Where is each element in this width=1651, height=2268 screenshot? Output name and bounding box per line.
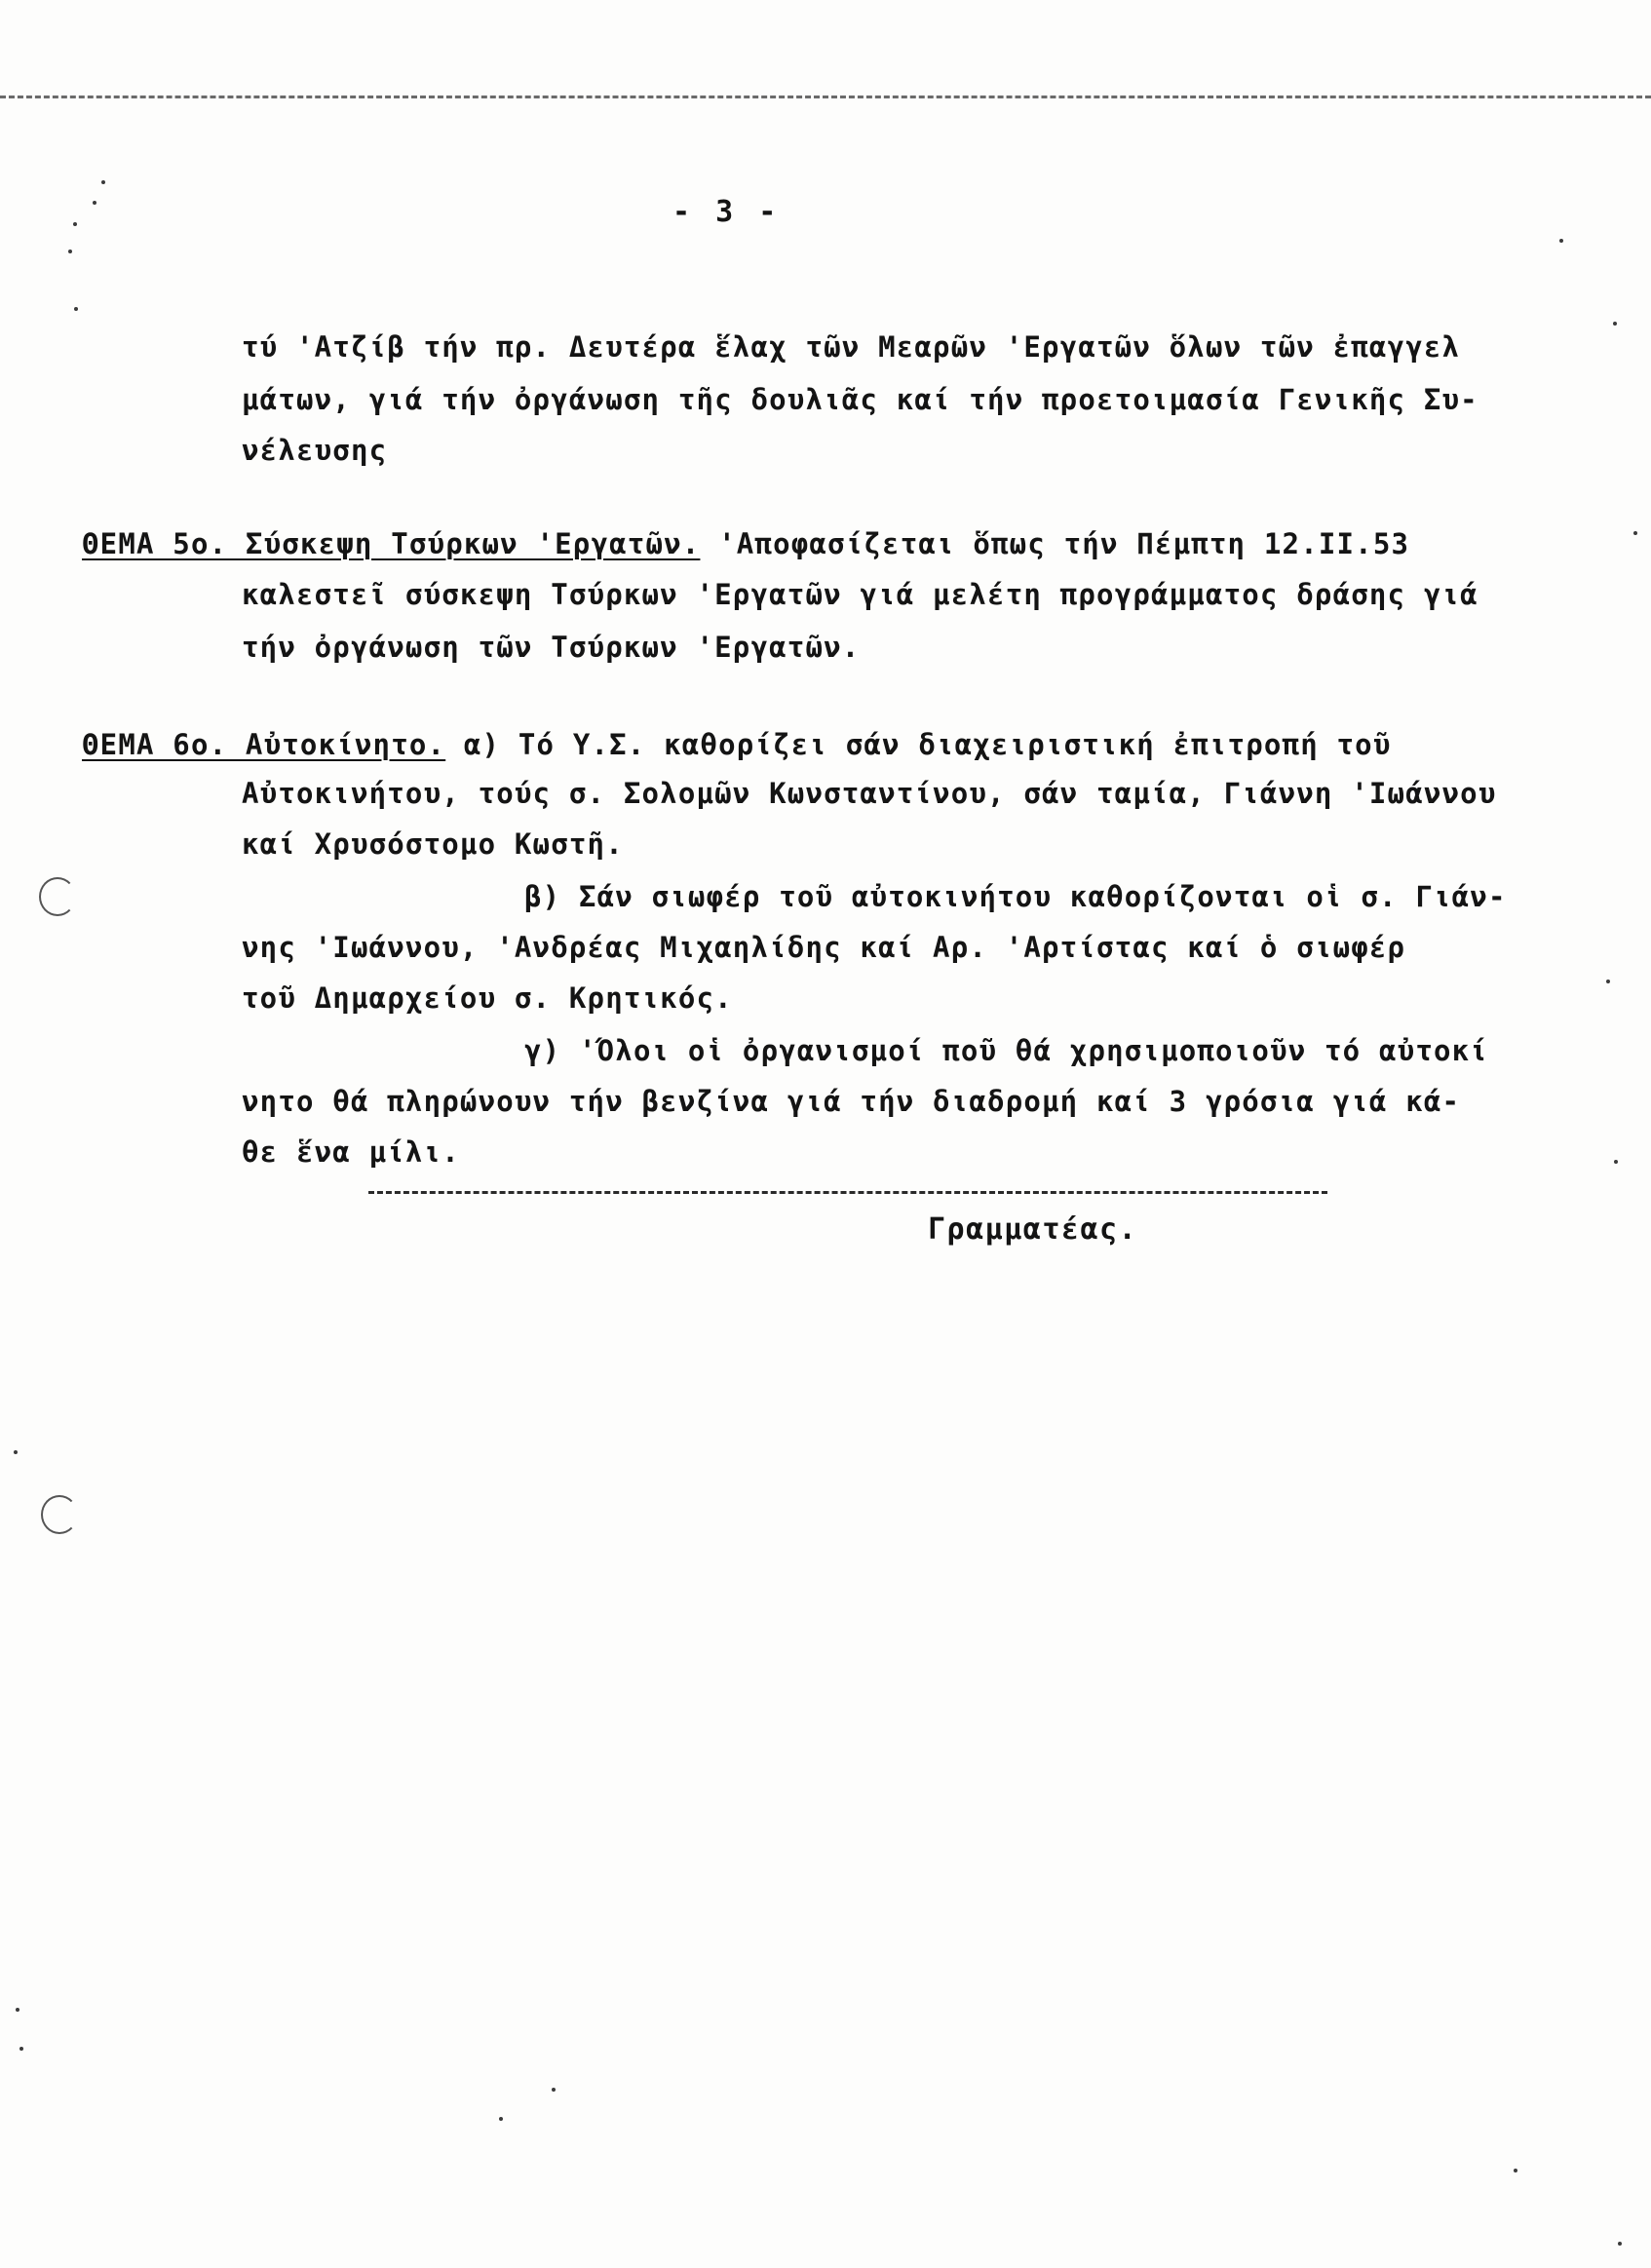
- margin-mark: [1618, 2242, 1622, 2246]
- margin-mark: [14, 1450, 18, 1454]
- theme6-line-3: καί Χρυσόστομο Κωστῆ.: [242, 827, 624, 861]
- theme6-line-2: Αὐτοκινήτου, τούς σ. Σολομῶν Κωνσταντίνου, σάν ταμία, Γιάννη 'Ιωάννου: [242, 777, 1497, 810]
- intro-line-1: τύ 'Ατζίβ τήν πρ. Δευτέρα ἕλαχ τῶν Μεαρῶν 'Εργατῶν ὅλων τῶν ἐπαγγελ: [242, 330, 1461, 364]
- theme6-line-1: [82, 728, 1392, 761]
- punch-hole: [39, 877, 76, 916]
- page-number: - 3 -: [672, 195, 781, 229]
- margin-mark: [16, 2008, 19, 2012]
- margin-mark: [1633, 531, 1637, 535]
- margin-mark: [1614, 1160, 1618, 1164]
- punch-hole: [41, 1495, 78, 1534]
- margin-mark: [1613, 322, 1617, 326]
- theme6-line-6: τοῦ Δημαρχείου σ. Κρητικός.: [242, 981, 733, 1015]
- theme6-line-1-text: α) Τό Υ.Σ. καθορίζει σάν διαχειριστική ἐπιτροπή τοῦ: [445, 728, 1392, 761]
- theme5-line-1: [82, 527, 1410, 560]
- top-dashed-rule: [0, 96, 1651, 98]
- theme6-line-4: β) Σάν σιωφέρ τοῦ αὐτοκινήτου καθορίζονται οἱ σ. Γιάν-: [524, 880, 1507, 913]
- margin-mark: [1514, 2169, 1517, 2172]
- theme6-heading: ΘΕΜΑ 6ο. Αὐτοκίνητο.: [82, 728, 446, 761]
- margin-mark: [1606, 980, 1610, 983]
- margin-mark: [19, 2047, 23, 2051]
- theme5-line-1-text: 'Αποφασίζεται ὅπως τήν Πέμπτη 12.ΙΙ.53: [700, 527, 1410, 560]
- margin-mark: [74, 307, 78, 311]
- signature-title: Γραμματέας.: [928, 1212, 1138, 1247]
- margin-mark: [1559, 239, 1563, 243]
- margin-mark: [101, 180, 105, 184]
- theme6-line-7: γ) 'Όλοι οἱ ὀργανισμοί ποῦ θά χρησιμοποιοῦν τό αὐτοκί: [524, 1034, 1488, 1067]
- margin-mark: [68, 250, 72, 253]
- margin-mark: [93, 201, 96, 205]
- theme5-line-2: καλεστεῖ σύσκεψη Τσύρκων 'Εργατῶν γιά μελέτη προγράμματος δράσης γιά: [242, 578, 1478, 611]
- margin-mark: [552, 2088, 556, 2092]
- intro-line-2: μάτων, γιά τήν ὀργάνωση τῆς δουλιᾶς καί τήν προετοιμασία Γενικῆς Συ-: [242, 383, 1478, 416]
- margin-mark: [499, 2117, 503, 2121]
- bottom-dashed-rule: [368, 1191, 1327, 1194]
- theme6-line-9: θε ἕνα μίλι.: [242, 1135, 460, 1169]
- theme6-line-5: νης 'Ιωάννου, 'Ανδρέας Μιχαηλίδης καί Αρ. 'Αρτίστας καί ὁ σιωφέρ: [242, 931, 1406, 964]
- margin-mark: [73, 222, 77, 226]
- intro-line-3: νέλευσης: [242, 434, 388, 467]
- theme5-heading: ΘΕΜΑ 5ο. Σύσκεψη Τσύρκων 'Εργατῶν.: [82, 527, 701, 560]
- theme6-line-8: νητο θά πληρώνουν τήν βενζίνα γιά τήν διαδρομή καί 3 γρόσια γιά κά-: [242, 1085, 1461, 1118]
- theme5-line-3: τήν ὀργάνωση τῶν Τσύρκων 'Εργατῶν.: [242, 631, 861, 664]
